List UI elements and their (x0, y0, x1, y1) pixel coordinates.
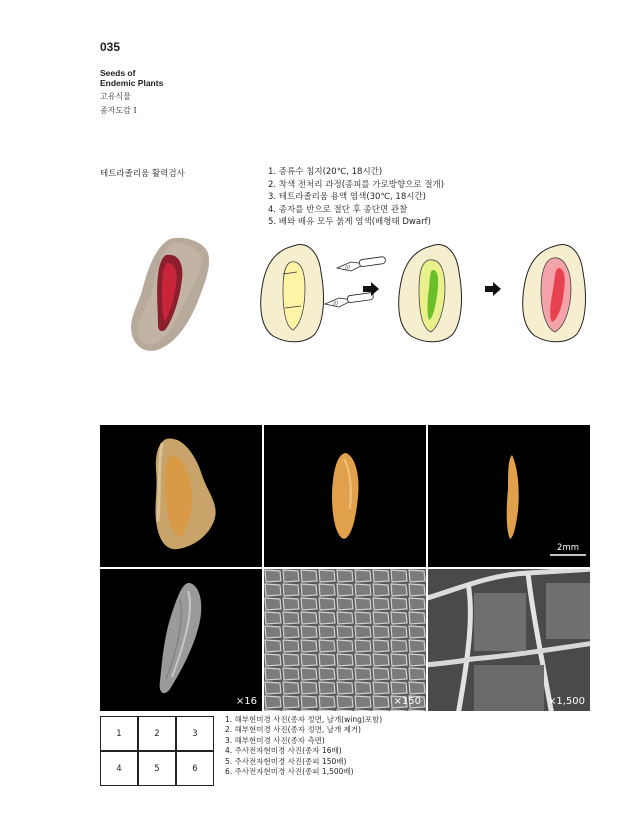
magnification-label: ×1,500 (547, 696, 585, 707)
scalpel-icon (337, 256, 386, 271)
photo-caption: 5. 주사전자현미경 사진(종피 150배) (225, 756, 347, 766)
procedure-step: 2. 착색 전처리 과정(종피를 가로방향으로 절개) (268, 179, 445, 190)
legend-cell-6: 6 (176, 751, 214, 786)
photo-caption: 6. 주사전자현미경 사진(종피 1,500배) (225, 767, 354, 777)
photo-caption: 3. 해부현미경 사진(종자 측면) (225, 735, 325, 745)
svg-text:///: /// (345, 265, 351, 271)
legend-cell-2: 2 (138, 716, 176, 751)
legend-cell-5: 5 (138, 751, 176, 786)
procedure-step: 4. 종자를 반으로 절단 후 종단면 관찰 (268, 204, 408, 215)
stained-seed-photo (120, 233, 220, 355)
procedure-step: 3. 테트라졸리움 용액 염색(30℃, 18시간) (268, 192, 426, 203)
procedure-step: 1. 증류수 침지(20℃, 18시간) (268, 167, 383, 177)
photo-captions (225, 715, 382, 777)
photo-caption: 4. 주사전자현미경 사진(종자 16배) (225, 746, 342, 756)
procedure-step: 5. 배와 배유 모두 붉게 염색(배형태 Dwarf) (268, 217, 431, 228)
svg-text:///: /// (333, 301, 339, 307)
viability-test-title: 테트라졸리움 활력검사 (100, 169, 185, 179)
legend-cell-4: 4 (100, 751, 138, 786)
photo-caption: 2. 해부현미경 사진(종자 정면, 날개 제거) (225, 725, 361, 735)
procedure-steps (268, 166, 444, 229)
photo-caption: 1. 해부현미경 사진(종자 정면, 날개(wing)포함) (225, 715, 383, 724)
photo-4-sem-seed (100, 569, 262, 711)
magnification-label: ×16 (235, 696, 257, 707)
arrow-right-icon (485, 282, 501, 296)
series-title-korean: 고유식물 종자도감 Ⅰ (100, 92, 137, 115)
legend-cell-3: 3 (176, 716, 214, 751)
photo-3-side-view (428, 425, 590, 567)
scalpel-icon (325, 292, 374, 307)
photo-5-sem-seed-coat-150x (264, 569, 426, 711)
photo-1-front-with-wing (100, 425, 262, 567)
photo-2-front-wing-removed (264, 425, 426, 567)
scale-bar-label: 2mm (557, 543, 579, 553)
magnification-label: ×150 (393, 696, 421, 707)
page-number: 035 (100, 40, 121, 54)
legend-cell-1: 1 (100, 716, 138, 751)
photo-6-sem-seed-coat-1500x (428, 569, 590, 711)
tetrazolium-procedure-diagram (255, 238, 600, 348)
series-title-english: Seeds of Endemic Plants (100, 68, 164, 88)
